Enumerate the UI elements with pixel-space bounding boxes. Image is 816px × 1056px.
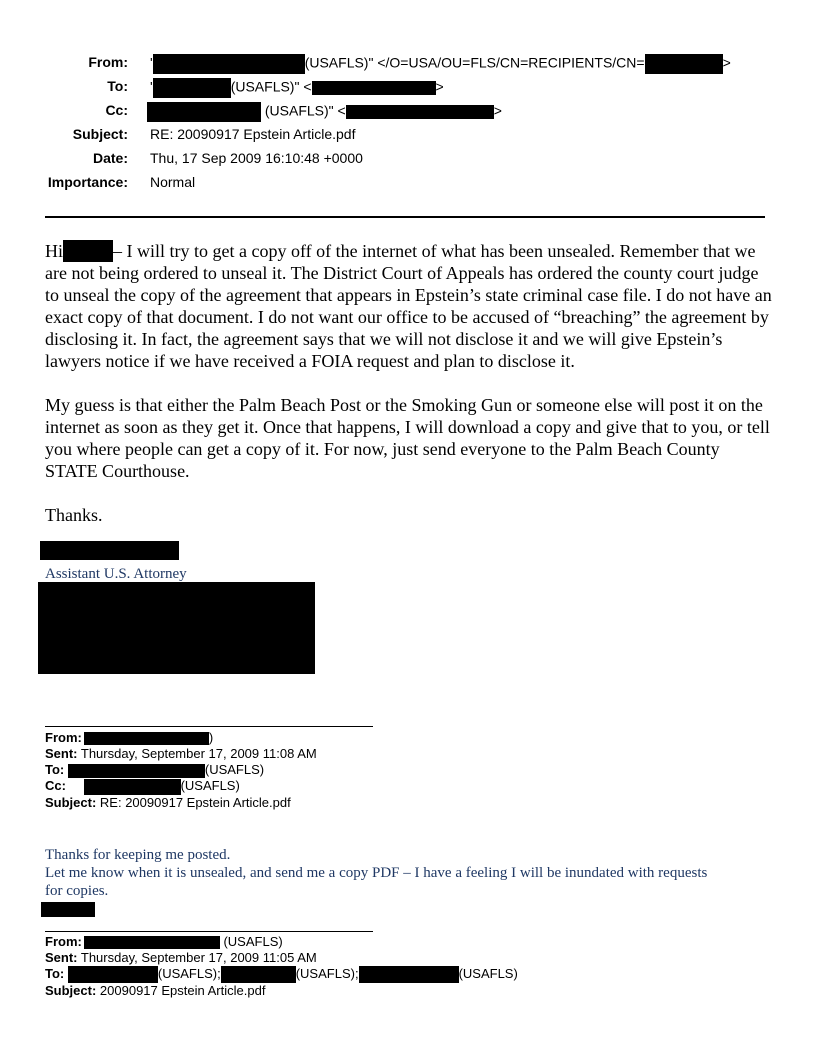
redaction-box [68, 966, 158, 983]
redaction-box [63, 240, 113, 262]
redaction-box [346, 105, 494, 119]
header-divider [45, 216, 765, 218]
reply1-from-row: From: ) [45, 730, 214, 745]
header-date-label: Date: [92, 150, 128, 166]
reply2-header [45, 934, 518, 999]
header-to-row [0, 76, 800, 98]
reply1-body [45, 846, 775, 900]
reply1-cc-row: Cc: (USAFLS) [45, 778, 240, 793]
header-cc-label: Cc: [105, 102, 128, 118]
redaction-box [359, 966, 459, 983]
body-paragraph-2: My guess is that either the Palm Beach Post or the Smoking Gun or someone else will post it on the internet as soon as they get it. Once that happens, I will download a copy and give that to you, or tell you where people can get a copy of it. For now, just send everyone to the Palm Beach County STATE Courthouse. [45, 395, 770, 481]
reply2-from-row: From: (USAFLS) [45, 934, 283, 949]
reply1-sent-row: Sent: Thursday, September 17, 2009 11:08 AM [45, 746, 317, 761]
signature-block-redaction [38, 582, 315, 674]
header-importance-value: Normal [150, 174, 196, 190]
header-date-row [0, 148, 800, 170]
header-date-value: Thu, 17 Sep 2009 16:10:48 +0000 [150, 150, 363, 166]
reply2-sent-row: Sent: Thursday, September 17, 2009 11:05 AM [45, 950, 317, 965]
reply2-subject-row: Subject: 20090917 Epstein Article.pdf [45, 983, 266, 999]
reply1-divider [45, 726, 373, 727]
redaction-box [153, 78, 231, 98]
reply1-line-2: Let me know when it is unsealed, and send me a copy PDF – I have a feeling I will be inundated with requests [45, 865, 708, 881]
email-header [0, 52, 816, 202]
reply1-line-3: for copies. [45, 883, 109, 899]
body-paragraph-1: Hi – I will try to get a copy off of the internet of what has been unsealed. Remember that we are not being ordered to unseal it. The District Court of Appeals has ordered the county court judge to unseal the copy of the agreement that appears in Epstein’s state criminal case file. I do not have an exact copy of that document. I do not want our office to be accused of “breaching” the agreement by disclosing it. In fact, the agreement says that we will not disclose it and we will give Epstein’s lawyers notice if we have received a FOIA request and plan to disclose it. [45, 241, 772, 371]
body-thanks: Thanks. [45, 505, 103, 525]
signature-name-redaction [40, 541, 179, 560]
signature-title: Assistant U.S. Attorney [45, 566, 187, 582]
header-from-row [0, 52, 800, 74]
header-subject-label: Subject: [72, 126, 128, 142]
reply2-to-row: To: (USAFLS); (USAFLS); (USAFLS) [45, 966, 518, 983]
reply1-line-1: Thanks for keeping me posted. [45, 847, 231, 863]
header-cc-value: (USAFLS)" < > [147, 102, 502, 122]
reply1-subject-row: Subject: RE: 20090917 Epstein Article.pdf [45, 794, 291, 810]
redaction-box [221, 966, 296, 983]
redaction-box [147, 102, 261, 122]
header-importance-row [0, 172, 800, 194]
redaction-box [84, 732, 209, 745]
header-from-value: ' (USAFLS)" </O=USA/OU=FLS/CN=RECIPIENTS/CN= > [150, 54, 731, 74]
reply1-header [45, 730, 317, 811]
redaction-box [312, 81, 436, 95]
header-to-value: ' (USAFLS)" < > [150, 78, 444, 98]
redaction-box [84, 936, 220, 949]
header-to-label: To: [107, 78, 128, 94]
header-subject-row [0, 124, 800, 146]
header-importance-label: Importance: [47, 174, 128, 190]
reply1-signature-redaction [41, 902, 95, 917]
redaction-box [68, 764, 205, 778]
reply1-to-row: To: (USAFLS) [45, 762, 265, 777]
redaction-box [84, 779, 181, 795]
reply2-divider [45, 931, 373, 932]
redaction-box [153, 54, 305, 74]
redaction-box [645, 54, 723, 74]
header-from-label: From: [88, 54, 128, 70]
header-cc-row [0, 100, 800, 122]
message-body [45, 240, 775, 526]
header-subject-value: RE: 20090917 Epstein Article.pdf [150, 126, 356, 142]
